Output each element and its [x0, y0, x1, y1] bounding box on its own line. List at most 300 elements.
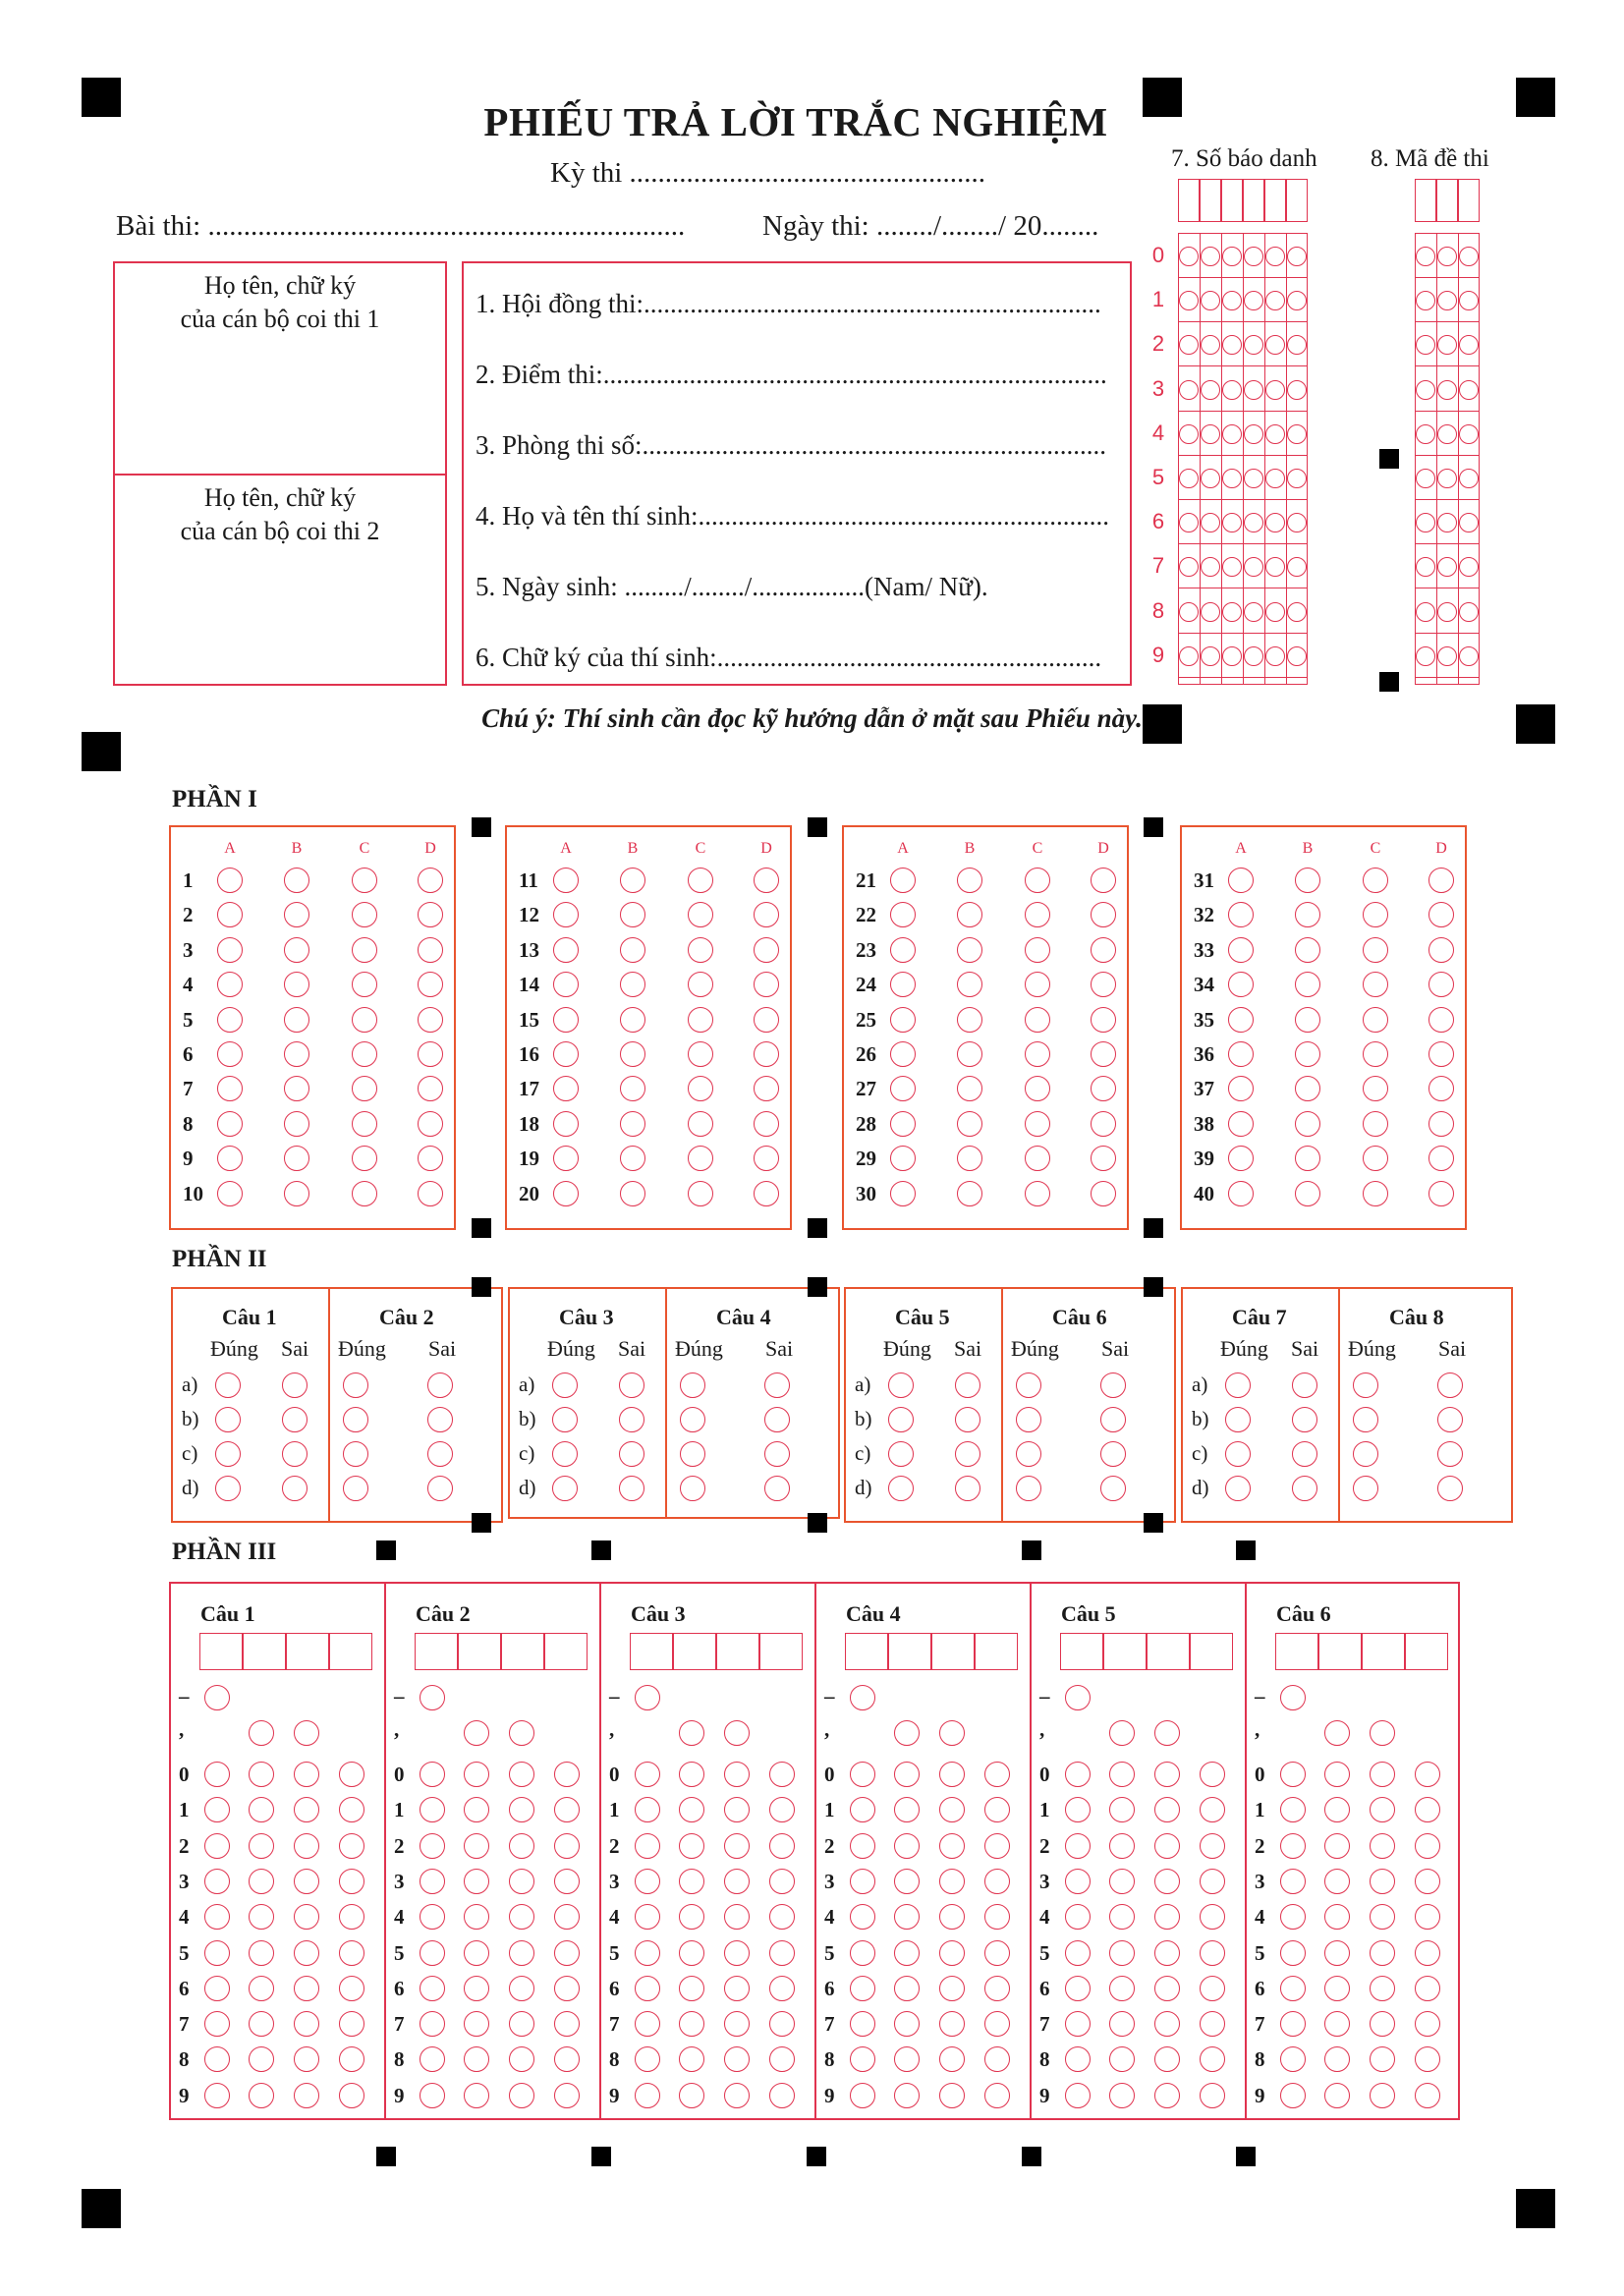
digit-bubble[interactable]	[1415, 2083, 1440, 2108]
digit-bubble[interactable]	[679, 1762, 704, 1787]
answer-bubble[interactable]	[284, 972, 309, 997]
made-bubble[interactable]	[1459, 646, 1479, 666]
answer-bubble[interactable]	[1363, 868, 1388, 893]
answer-bubble[interactable]	[1363, 1146, 1388, 1171]
true-bubble[interactable]	[552, 1407, 578, 1432]
sbd-entry-box[interactable]	[1243, 179, 1264, 222]
sbd-bubble[interactable]	[1222, 424, 1242, 444]
sbd-bubble[interactable]	[1287, 602, 1307, 622]
comma-bubble[interactable]	[464, 1720, 489, 1746]
true-bubble[interactable]	[552, 1441, 578, 1467]
true-bubble[interactable]	[1016, 1441, 1041, 1467]
answer-bubble[interactable]	[1363, 937, 1388, 963]
sbd-bubble[interactable]	[1244, 602, 1263, 622]
digit-bubble[interactable]	[1109, 2011, 1135, 2037]
answer-bubble[interactable]	[890, 972, 916, 997]
answer-entry-box[interactable]	[286, 1633, 329, 1670]
sbd-bubble[interactable]	[1222, 469, 1242, 488]
digit-bubble[interactable]	[679, 2011, 704, 2037]
true-bubble[interactable]	[343, 1407, 368, 1432]
digit-bubble[interactable]	[939, 1904, 965, 1930]
made-bubble[interactable]	[1416, 424, 1435, 444]
digit-bubble[interactable]	[894, 1904, 920, 1930]
true-bubble[interactable]	[888, 1441, 914, 1467]
digit-bubble[interactable]	[204, 1904, 230, 1930]
digit-bubble[interactable]	[1370, 2011, 1395, 2037]
minus-bubble[interactable]	[420, 1685, 445, 1710]
false-bubble[interactable]	[1292, 1372, 1317, 1398]
false-bubble[interactable]	[764, 1476, 790, 1501]
answer-bubble[interactable]	[620, 1111, 645, 1137]
digit-bubble[interactable]	[894, 1762, 920, 1787]
answer-bubble[interactable]	[1295, 1146, 1320, 1171]
digit-bubble[interactable]	[464, 2011, 489, 2037]
sbd-bubble[interactable]	[1201, 469, 1220, 488]
digit-bubble[interactable]	[294, 1833, 319, 1859]
digit-bubble[interactable]	[1370, 1940, 1395, 1966]
sbd-entry-box[interactable]	[1221, 179, 1243, 222]
digit-bubble[interactable]	[554, 1833, 580, 1859]
digit-bubble[interactable]	[850, 1904, 875, 1930]
sbd-entry-box[interactable]	[1200, 179, 1221, 222]
answer-bubble[interactable]	[1428, 1007, 1454, 1033]
answer-bubble[interactable]	[754, 972, 779, 997]
digit-bubble[interactable]	[420, 1976, 445, 2001]
sbd-bubble[interactable]	[1287, 469, 1307, 488]
digit-bubble[interactable]	[294, 1869, 319, 1894]
digit-bubble[interactable]	[1324, 2011, 1350, 2037]
answer-bubble[interactable]	[1428, 868, 1454, 893]
answer-bubble[interactable]	[1363, 1111, 1388, 1137]
false-bubble[interactable]	[1292, 1476, 1317, 1501]
digit-bubble[interactable]	[420, 2011, 445, 2037]
sbd-bubble[interactable]	[1287, 646, 1307, 666]
digit-bubble[interactable]	[894, 2083, 920, 2108]
answer-bubble[interactable]	[620, 868, 645, 893]
answer-bubble[interactable]	[352, 1181, 377, 1206]
digit-bubble[interactable]	[420, 1869, 445, 1894]
sbd-bubble[interactable]	[1287, 247, 1307, 266]
digit-bubble[interactable]	[1154, 1762, 1180, 1787]
answer-bubble[interactable]	[418, 937, 443, 963]
digit-bubble[interactable]	[939, 1833, 965, 1859]
answer-bubble[interactable]	[754, 1181, 779, 1206]
digit-bubble[interactable]	[850, 1869, 875, 1894]
digit-bubble[interactable]	[1109, 1762, 1135, 1787]
minus-bubble[interactable]	[1280, 1685, 1306, 1710]
answer-bubble[interactable]	[957, 1146, 982, 1171]
false-bubble[interactable]	[427, 1372, 453, 1398]
answer-entry-box[interactable]	[673, 1633, 716, 1670]
answer-bubble[interactable]	[620, 972, 645, 997]
answer-entry-box[interactable]	[759, 1633, 803, 1670]
digit-bubble[interactable]	[509, 1762, 534, 1787]
answer-bubble[interactable]	[957, 1111, 982, 1137]
true-bubble[interactable]	[1225, 1476, 1251, 1501]
made-bubble[interactable]	[1416, 469, 1435, 488]
digit-bubble[interactable]	[724, 1940, 750, 1966]
answer-bubble[interactable]	[890, 1146, 916, 1171]
digit-bubble[interactable]	[249, 1762, 274, 1787]
digit-bubble[interactable]	[939, 1976, 965, 2001]
digit-bubble[interactable]	[769, 2083, 795, 2108]
digit-bubble[interactable]	[339, 1940, 364, 1966]
answer-bubble[interactable]	[688, 868, 713, 893]
answer-bubble[interactable]	[1295, 868, 1320, 893]
comma-bubble[interactable]	[294, 1720, 319, 1746]
digit-bubble[interactable]	[894, 1833, 920, 1859]
false-bubble[interactable]	[619, 1407, 644, 1432]
answer-bubble[interactable]	[754, 1041, 779, 1067]
digit-bubble[interactable]	[204, 2083, 230, 2108]
answer-bubble[interactable]	[418, 1007, 443, 1033]
answer-bubble[interactable]	[754, 1111, 779, 1137]
digit-bubble[interactable]	[679, 1833, 704, 1859]
sbd-bubble[interactable]	[1265, 602, 1285, 622]
answer-entry-box[interactable]	[931, 1633, 975, 1670]
answer-entry-box[interactable]	[1318, 1633, 1362, 1670]
digit-bubble[interactable]	[1154, 1976, 1180, 2001]
answer-bubble[interactable]	[553, 1111, 579, 1137]
digit-bubble[interactable]	[1065, 1869, 1091, 1894]
digit-bubble[interactable]	[554, 2083, 580, 2108]
answer-bubble[interactable]	[957, 1041, 982, 1067]
answer-bubble[interactable]	[1091, 868, 1116, 893]
false-bubble[interactable]	[282, 1372, 308, 1398]
true-bubble[interactable]	[552, 1372, 578, 1398]
digit-bubble[interactable]	[1415, 1976, 1440, 2001]
digit-bubble[interactable]	[679, 1976, 704, 2001]
answer-bubble[interactable]	[352, 868, 377, 893]
digit-bubble[interactable]	[1154, 2083, 1180, 2108]
digit-bubble[interactable]	[1109, 1869, 1135, 1894]
comma-bubble[interactable]	[894, 1720, 920, 1746]
answer-entry-box[interactable]	[544, 1633, 588, 1670]
answer-bubble[interactable]	[284, 868, 309, 893]
digit-bubble[interactable]	[939, 1940, 965, 1966]
sbd-bubble[interactable]	[1244, 646, 1263, 666]
true-bubble[interactable]	[680, 1372, 705, 1398]
digit-bubble[interactable]	[1065, 1762, 1091, 1787]
answer-bubble[interactable]	[754, 1007, 779, 1033]
answer-bubble[interactable]	[890, 868, 916, 893]
candidate-field-2[interactable]: 2. Điểm thi:............................................................................	[476, 360, 1107, 389]
answer-bubble[interactable]	[890, 1181, 916, 1206]
answer-bubble[interactable]	[957, 937, 982, 963]
answer-bubble[interactable]	[1091, 1181, 1116, 1206]
answer-bubble[interactable]	[553, 937, 579, 963]
true-bubble[interactable]	[215, 1407, 241, 1432]
true-bubble[interactable]	[1016, 1372, 1041, 1398]
false-bubble[interactable]	[955, 1476, 980, 1501]
answer-bubble[interactable]	[418, 1111, 443, 1137]
answer-bubble[interactable]	[553, 868, 579, 893]
answer-bubble[interactable]	[352, 1007, 377, 1033]
answer-bubble[interactable]	[1363, 1181, 1388, 1206]
answer-bubble[interactable]	[284, 1181, 309, 1206]
answer-bubble[interactable]	[957, 1007, 982, 1033]
comma-bubble[interactable]	[509, 1720, 534, 1746]
answer-entry-box[interactable]	[1362, 1633, 1405, 1670]
answer-bubble[interactable]	[1025, 868, 1050, 893]
false-bubble[interactable]	[1437, 1476, 1463, 1501]
digit-bubble[interactable]	[1370, 1833, 1395, 1859]
answer-bubble[interactable]	[284, 1041, 309, 1067]
digit-bubble[interactable]	[635, 1904, 660, 1930]
answer-bubble[interactable]	[957, 972, 982, 997]
digit-bubble[interactable]	[724, 2083, 750, 2108]
answer-entry-box[interactable]	[845, 1633, 888, 1670]
sbd-bubble[interactable]	[1244, 424, 1263, 444]
digit-bubble[interactable]	[420, 2083, 445, 2108]
sbd-bubble[interactable]	[1287, 424, 1307, 444]
false-bubble[interactable]	[1100, 1372, 1126, 1398]
answer-entry-box[interactable]	[975, 1633, 1018, 1670]
false-bubble[interactable]	[427, 1476, 453, 1501]
digit-bubble[interactable]	[294, 1904, 319, 1930]
made-entry-box[interactable]	[1415, 179, 1436, 222]
sbd-bubble[interactable]	[1201, 424, 1220, 444]
digit-bubble[interactable]	[249, 1940, 274, 1966]
digit-bubble[interactable]	[679, 2083, 704, 2108]
made-bubble[interactable]	[1459, 380, 1479, 400]
digit-bubble[interactable]	[1109, 2083, 1135, 2108]
true-bubble[interactable]	[888, 1476, 914, 1501]
digit-bubble[interactable]	[769, 1940, 795, 1966]
answer-bubble[interactable]	[553, 1181, 579, 1206]
answer-bubble[interactable]	[620, 1041, 645, 1067]
digit-bubble[interactable]	[1370, 1904, 1395, 1930]
answer-bubble[interactable]	[1091, 1041, 1116, 1067]
sbd-bubble[interactable]	[1201, 380, 1220, 400]
true-bubble[interactable]	[1225, 1407, 1251, 1432]
exam-date-field[interactable]: Ngày thi: ......../......../ 20........	[762, 210, 1099, 242]
digit-bubble[interactable]	[249, 1833, 274, 1859]
digit-bubble[interactable]	[679, 1940, 704, 1966]
digit-bubble[interactable]	[339, 2083, 364, 2108]
digit-bubble[interactable]	[1200, 1869, 1225, 1894]
digit-bubble[interactable]	[679, 1904, 704, 1930]
true-bubble[interactable]	[215, 1441, 241, 1467]
digit-bubble[interactable]	[894, 1869, 920, 1894]
digit-bubble[interactable]	[1370, 1976, 1395, 2001]
digit-bubble[interactable]	[1415, 1869, 1440, 1894]
digit-bubble[interactable]	[420, 1940, 445, 1966]
answer-bubble[interactable]	[284, 1007, 309, 1033]
digit-bubble[interactable]	[769, 1904, 795, 1930]
answer-bubble[interactable]	[418, 1181, 443, 1206]
digit-bubble[interactable]	[1324, 1833, 1350, 1859]
false-bubble[interactable]	[282, 1407, 308, 1432]
answer-bubble[interactable]	[1025, 1007, 1050, 1033]
digit-bubble[interactable]	[1324, 2083, 1350, 2108]
digit-bubble[interactable]	[464, 1940, 489, 1966]
answer-bubble[interactable]	[1025, 972, 1050, 997]
answer-bubble[interactable]	[418, 1041, 443, 1067]
answer-bubble[interactable]	[217, 1146, 243, 1171]
digit-bubble[interactable]	[294, 1762, 319, 1787]
false-bubble[interactable]	[955, 1407, 980, 1432]
digit-bubble[interactable]	[1280, 2011, 1306, 2037]
digit-bubble[interactable]	[984, 1904, 1010, 1930]
digit-bubble[interactable]	[1415, 1762, 1440, 1787]
answer-bubble[interactable]	[1428, 1146, 1454, 1171]
answer-bubble[interactable]	[352, 1111, 377, 1137]
digit-bubble[interactable]	[249, 2083, 274, 2108]
digit-bubble[interactable]	[984, 1976, 1010, 2001]
made-bubble[interactable]	[1459, 602, 1479, 622]
answer-bubble[interactable]	[957, 1181, 982, 1206]
sbd-bubble[interactable]	[1265, 380, 1285, 400]
comma-bubble[interactable]	[724, 1720, 750, 1746]
answer-bubble[interactable]	[688, 1007, 713, 1033]
answer-entry-box[interactable]	[415, 1633, 458, 1670]
digit-bubble[interactable]	[1109, 1976, 1135, 2001]
answer-bubble[interactable]	[620, 1007, 645, 1033]
true-bubble[interactable]	[1353, 1407, 1378, 1432]
digit-bubble[interactable]	[509, 2011, 534, 2037]
answer-bubble[interactable]	[217, 1007, 243, 1033]
answer-bubble[interactable]	[754, 937, 779, 963]
digit-bubble[interactable]	[1415, 1904, 1440, 1930]
true-bubble[interactable]	[680, 1407, 705, 1432]
digit-bubble[interactable]	[724, 1904, 750, 1930]
candidate-field-5[interactable]: 5. Ngày sinh: ........./......../.................(Nam/ Nữ).	[476, 572, 988, 601]
answer-entry-box[interactable]	[243, 1633, 286, 1670]
comma-bubble[interactable]	[1154, 1720, 1180, 1746]
answer-bubble[interactable]	[1363, 972, 1388, 997]
digit-bubble[interactable]	[1065, 1976, 1091, 2001]
digit-bubble[interactable]	[554, 2011, 580, 2037]
comma-bubble[interactable]	[1109, 1720, 1135, 1746]
digit-bubble[interactable]	[1280, 1940, 1306, 1966]
digit-bubble[interactable]	[850, 1976, 875, 2001]
answer-entry-box[interactable]	[1405, 1633, 1448, 1670]
digit-bubble[interactable]	[1324, 1940, 1350, 1966]
answer-bubble[interactable]	[688, 972, 713, 997]
digit-bubble[interactable]	[554, 1904, 580, 1930]
answer-bubble[interactable]	[1428, 937, 1454, 963]
digit-bubble[interactable]	[1280, 1762, 1306, 1787]
false-bubble[interactable]	[1437, 1441, 1463, 1467]
made-entry-box[interactable]	[1436, 179, 1458, 222]
false-bubble[interactable]	[764, 1372, 790, 1398]
made-bubble[interactable]	[1459, 469, 1479, 488]
digit-bubble[interactable]	[464, 1833, 489, 1859]
sbd-bubble[interactable]	[1179, 646, 1199, 666]
sbd-bubble[interactable]	[1222, 380, 1242, 400]
false-bubble[interactable]	[1100, 1441, 1126, 1467]
sbd-bubble[interactable]	[1179, 469, 1199, 488]
answer-bubble[interactable]	[1228, 972, 1254, 997]
false-bubble[interactable]	[282, 1441, 308, 1467]
answer-bubble[interactable]	[1295, 937, 1320, 963]
false-bubble[interactable]	[1100, 1476, 1126, 1501]
answer-bubble[interactable]	[688, 937, 713, 963]
digit-bubble[interactable]	[294, 2011, 319, 2037]
digit-bubble[interactable]	[769, 2011, 795, 2037]
true-bubble[interactable]	[1353, 1476, 1378, 1501]
answer-bubble[interactable]	[1091, 1007, 1116, 1033]
answer-bubble[interactable]	[754, 868, 779, 893]
digit-bubble[interactable]	[724, 1762, 750, 1787]
digit-bubble[interactable]	[724, 1833, 750, 1859]
answer-entry-box[interactable]	[1147, 1633, 1190, 1670]
digit-bubble[interactable]	[1154, 2011, 1180, 2037]
answer-bubble[interactable]	[1428, 1041, 1454, 1067]
digit-bubble[interactable]	[420, 1904, 445, 1930]
answer-bubble[interactable]	[1228, 1007, 1254, 1033]
answer-entry-box[interactable]	[1103, 1633, 1147, 1670]
true-bubble[interactable]	[888, 1407, 914, 1432]
answer-bubble[interactable]	[1025, 937, 1050, 963]
sbd-entry-box[interactable]	[1178, 179, 1200, 222]
digit-bubble[interactable]	[1370, 1762, 1395, 1787]
digit-bubble[interactable]	[294, 1976, 319, 2001]
true-bubble[interactable]	[1353, 1441, 1378, 1467]
answer-bubble[interactable]	[553, 1041, 579, 1067]
true-bubble[interactable]	[1225, 1441, 1251, 1467]
digit-bubble[interactable]	[984, 2011, 1010, 2037]
sbd-bubble[interactable]	[1265, 247, 1285, 266]
sbd-bubble[interactable]	[1222, 602, 1242, 622]
digit-bubble[interactable]	[894, 2011, 920, 2037]
digit-bubble[interactable]	[1415, 1940, 1440, 1966]
answer-bubble[interactable]	[553, 972, 579, 997]
digit-bubble[interactable]	[249, 1869, 274, 1894]
answer-bubble[interactable]	[620, 937, 645, 963]
sbd-bubble[interactable]	[1201, 247, 1220, 266]
true-bubble[interactable]	[343, 1441, 368, 1467]
answer-bubble[interactable]	[1228, 1111, 1254, 1137]
answer-bubble[interactable]	[890, 1007, 916, 1033]
minus-bubble[interactable]	[635, 1685, 660, 1710]
answer-entry-box[interactable]	[1190, 1633, 1233, 1670]
digit-bubble[interactable]	[635, 1833, 660, 1859]
answer-bubble[interactable]	[1428, 972, 1454, 997]
digit-bubble[interactable]	[464, 1869, 489, 1894]
answer-bubble[interactable]	[957, 868, 982, 893]
answer-bubble[interactable]	[284, 1146, 309, 1171]
digit-bubble[interactable]	[339, 1833, 364, 1859]
digit-bubble[interactable]	[339, 2011, 364, 2037]
answer-bubble[interactable]	[352, 937, 377, 963]
made-entry-box[interactable]	[1458, 179, 1480, 222]
answer-bubble[interactable]	[284, 1111, 309, 1137]
answer-bubble[interactable]	[1428, 1181, 1454, 1206]
sbd-bubble[interactable]	[1201, 646, 1220, 666]
answer-entry-box[interactable]	[501, 1633, 544, 1670]
answer-bubble[interactable]	[688, 1181, 713, 1206]
digit-bubble[interactable]	[984, 1940, 1010, 1966]
answer-entry-box[interactable]	[1275, 1633, 1318, 1670]
answer-bubble[interactable]	[620, 1181, 645, 1206]
minus-bubble[interactable]	[850, 1685, 875, 1710]
answer-bubble[interactable]	[1091, 972, 1116, 997]
digit-bubble[interactable]	[769, 1762, 795, 1787]
digit-bubble[interactable]	[509, 1976, 534, 2001]
made-bubble[interactable]	[1437, 602, 1457, 622]
answer-entry-box[interactable]	[630, 1633, 673, 1670]
digit-bubble[interactable]	[635, 2011, 660, 2037]
true-bubble[interactable]	[552, 1476, 578, 1501]
answer-bubble[interactable]	[1363, 1041, 1388, 1067]
digit-bubble[interactable]	[1280, 1833, 1306, 1859]
digit-bubble[interactable]	[509, 1940, 534, 1966]
digit-bubble[interactable]	[1200, 1833, 1225, 1859]
sbd-bubble[interactable]	[1244, 469, 1263, 488]
digit-bubble[interactable]	[724, 2011, 750, 2037]
